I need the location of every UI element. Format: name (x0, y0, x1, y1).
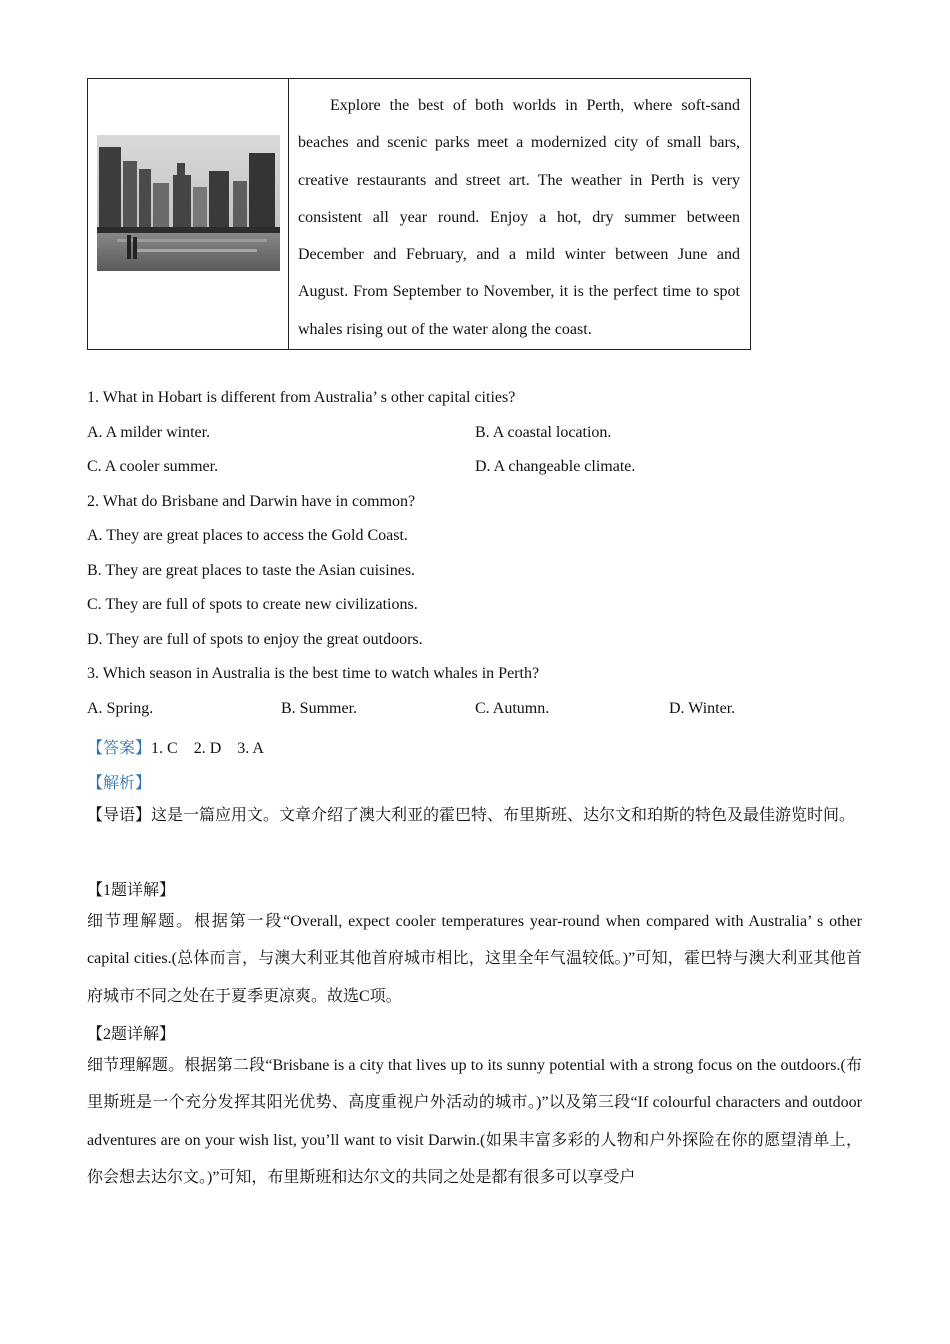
analysis-label: 【解析】 (87, 775, 152, 792)
question-1-stem: 1. What in Hobart is different from Australia’ s other capital cities? (87, 389, 516, 406)
answer-line (87, 735, 264, 758)
q2-detail-heading: 【2题详解】 (87, 1026, 176, 1043)
guide-paragraph: 【导语】这是一篇应用文。文章介绍了澳大利亚的霍巴特、布里斯班、达尔文和珀斯的特色及最佳游览时间。 (87, 807, 856, 824)
q1-option-a: A. A milder winter. (87, 424, 211, 441)
q2-option-b: B. They are great places to taste the Asian cuisines. (87, 562, 416, 579)
q3-option-a: A. Spring. (87, 700, 154, 717)
q2-option-c: C. They are full of spots to create new civilizations. (87, 596, 418, 613)
answer-label: 【答案】 (87, 740, 152, 757)
image-cell (88, 79, 289, 349)
q3-option-d: D. Winter. (669, 700, 736, 717)
question-2-stem: 2. What do Brisbane and Darwin have in common? (87, 493, 416, 510)
q1-option-b: B. A coastal location. (475, 424, 612, 441)
q1-option-d: D. A changeable climate. (475, 458, 636, 475)
perth-skyline-photo (97, 135, 280, 271)
q1-detail-text: 细节理解题。根据第一段“Overall, expect cooler temperatures year-round when compared with Australia’ s other capital cities.(总体而言，与澳大利亚其他首府城市相比，这里全年气温较低。)”可知，霍巴特与澳大利亚其他首府城市不同之处在于夏季更凉爽。故选C项。 (87, 913, 862, 1005)
q2-option-d: D. They are full of spots to enjoy the great outdoors. (87, 631, 423, 648)
perth-info-table (87, 78, 751, 350)
answer-text: 1. C 2. D 3. A (151, 740, 264, 757)
q1-option-c: C. A cooler summer. (87, 458, 219, 475)
perth-paragraph: Explore the best of both worlds in Perth, where soft-sand beaches and scenic parks meet a modernized city of small bars, creative restaurants and street art. The weather in Perth is very consistent all year round. Enjoy a hot, dry summer between December and February, and a mild winter between June and August. From September to November, it is the perfect time to spot whales rising out of the water along the coast. (298, 97, 740, 338)
q3-option-b: B. Summer. (281, 700, 358, 717)
q2-detail-text: 细节理解题。根据第二段“Brisbane is a city that lives up to its sunny potential with a strong focus on the outdoors.(布里斯班是一个充分发挥其阳光优势、高度重视户外活动的城市。)”以及第三段“If colourful characters and outdoor adventures are on your wish list, you’ll want to visit Darwin.(如果丰富多彩的人物和户外探险在你的愿望清单上，你会想去达尔文。)”可知，布里斯班和达尔文的共同之处是都有很多可以享受户 (87, 1057, 862, 1186)
q2-option-a: A. They are great places to access the Gold Coast. (87, 527, 408, 544)
question-3-stem: 3. Which season in Australia is the best time to watch whales in Perth? (87, 665, 540, 682)
perth-text-cell (289, 79, 750, 349)
q3-option-c: C. Autumn. (475, 700, 550, 717)
q1-detail-heading: 【1题详解】 (87, 882, 176, 899)
